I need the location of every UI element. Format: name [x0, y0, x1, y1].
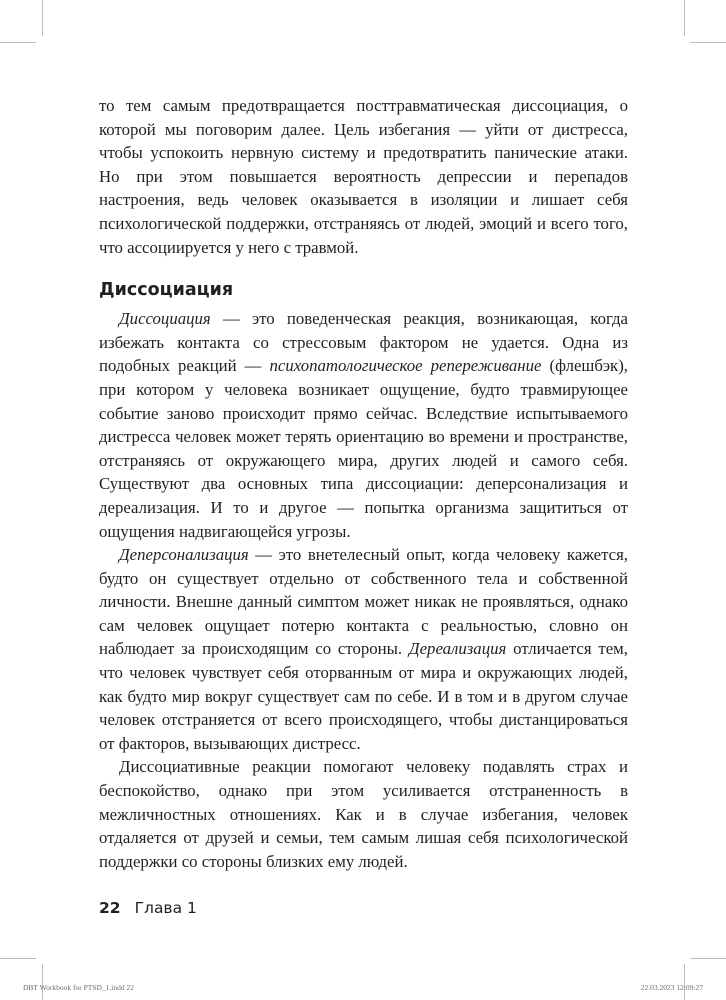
body-text — [99, 94, 628, 873]
italic-term: психопатологическое репереживание — [269, 356, 542, 376]
paragraph-dissociation-definition — [99, 307, 628, 543]
paragraph-avoidance-end — [99, 94, 628, 259]
page-number: 22 — [99, 899, 121, 917]
text-run: — это поведенческая реакция, возникающая, когда избежать контакта со стрессовым фактором не удается. Одна из подобных реакций — — [99, 309, 628, 376]
text-run: то тем самым предотвращается посттравматическая диссоциация, о которой мы поговорим далее. Цель избегания — уйти от дистресса, чтобы успокоить нервную систему и предотвратить панические атаки. Но при этом повышается вероятность депрессии и перепадов настроения, ведь человек оказывается в изоляции и лишает себя психологической поддержки, отстраняясь от людей, эмоций и всего того, что ассоциируется у него с травмой. — [99, 96, 628, 257]
section-heading-dissociation: Диссоциация — [99, 280, 234, 301]
italic-term: Деперсонализация — [119, 545, 249, 565]
crop-mark-left-bottom — [0, 958, 36, 959]
crop-mark-top-right — [684, 0, 685, 36]
crop-mark-right-top — [690, 42, 726, 43]
text-run: — это внетелесный опыт, когда человеку кажется, будто он существует отдельно от собственного тела и собственной личности. Внешне данный симптом может никак не проявляться, однако сам человек ощущает потерю контакта с реальностью, словно он наблюдает за происходящим со стороны. — [99, 545, 628, 659]
text-run: Диссоциативные реакции помогают человеку подавлять страх и беспокойство, однако при этом усиливается отстраненность в межличностных отношениях. Как и в случае избегания, человек отдаляется от друзей и семьи, тем самым лишая себя психологической поддержки со стороны близких ему людей. — [99, 757, 628, 871]
chapter-label: Глава 1 — [134, 899, 197, 917]
print-slug-filename: DBT Workbook for PTSD_1.indd 22 — [23, 983, 134, 992]
crop-mark-top-left — [42, 0, 43, 36]
crop-mark-bottom-left — [42, 964, 43, 1000]
print-slug-timestamp: 22.03.2023 12:09:27 — [640, 983, 703, 992]
crop-mark-bottom-right — [684, 964, 685, 1000]
italic-term: Диссоциация — [119, 309, 211, 329]
crop-mark-left-top — [0, 42, 36, 43]
text-run: (флешбэк), при котором у человека возникает ощущение, будто травмирующее событие заново происходит прямо сейчас. Вследствие испытываемого дистресса человек может терять ориентацию во времени и пространстве, отстраняясь от окружающего мира, других людей и самого себя. Существуют два основных типа диссоциации: деперсонализация и дереализация. И то и другое — попытка организма защититься от ощущения надвигающейся угрозы. — [99, 356, 628, 541]
crop-mark-right-bottom — [690, 958, 726, 959]
italic-term: Дереализация — [408, 639, 507, 659]
page-footer — [99, 898, 197, 918]
text-run: отличается тем, что человек чувствует себя оторванным от мира и окружающих людей, как будто мир вокруг существует сам по себе. И в том и в другом случае человек отстраняется от всего происходящего, чтобы дистанцироваться от факторов, вызывающих дистресс. — [99, 639, 628, 753]
paragraph-depersonalization — [99, 543, 628, 755]
paragraph-dissociative-reactions — [99, 755, 628, 873]
